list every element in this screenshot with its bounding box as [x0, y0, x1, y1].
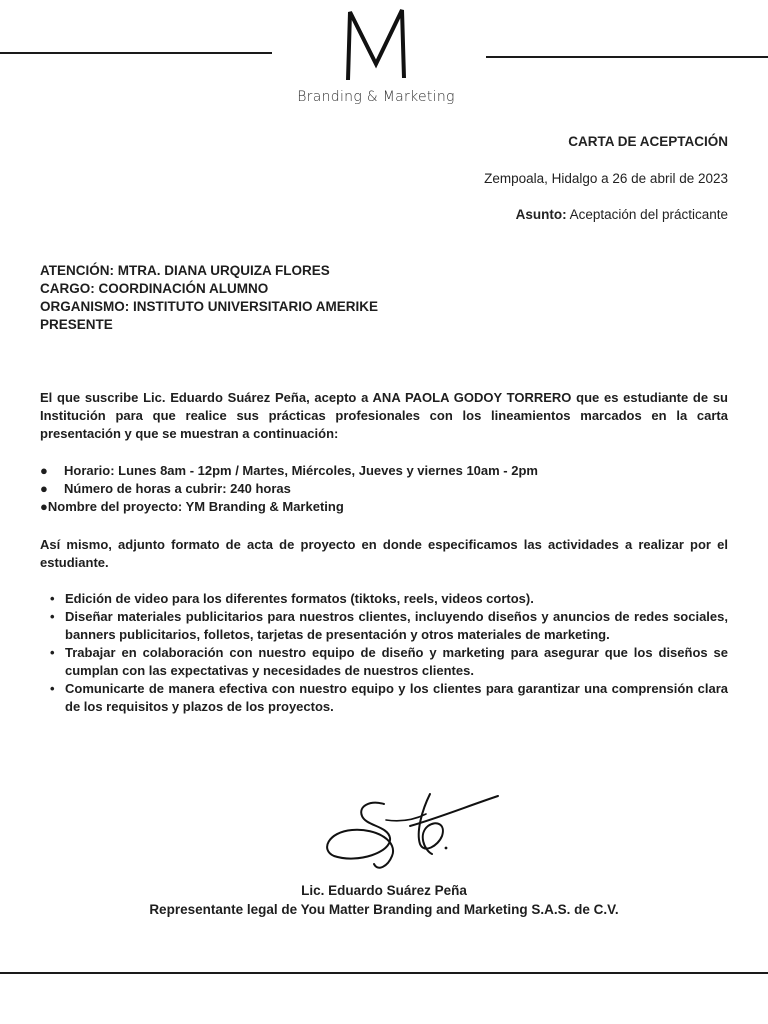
recipient-block: [40, 262, 378, 334]
bullet-icon: ●: [40, 499, 48, 514]
place-date: Zempoala, Hidalgo a 26 de abril de 2023: [484, 171, 728, 186]
activity-item: • Trabajar en colaboración con nuestro equipo de diseño y marketing para asegurar que los diseños se cumplan con las expectativas y necesidades de nuestros clientes.: [40, 644, 728, 680]
signatory-role: Representante legal de You Matter Branding and Marketing S.A.S. de C.V.: [149, 902, 619, 917]
activity-item: • Comunicarte de manera efectiva con nuestro equipo y los clientes para garantizar una comprensión clara de los requisitos y plazos de los proyectos.: [40, 680, 728, 716]
handwritten-signature: [318, 780, 508, 880]
detail-text: Número de horas a cubrir: 240 horas: [64, 481, 291, 496]
subject-label: Asunto:: [515, 207, 567, 222]
recipient-organization: ORGANISMO: INSTITUTO UNIVERSITARIO AMERIKE: [40, 299, 379, 314]
letter-title: CARTA DE ACEPTACIÓN: [568, 134, 728, 149]
recipient-closing: PRESENTE: [40, 317, 113, 332]
detail-item-project: [40, 498, 728, 516]
bullet-icon: ●: [40, 481, 48, 496]
logo-subtitle: Branding & Marketing: [297, 89, 455, 105]
activity-item: • Diseñar materiales publicitarios para nuestros clientes, incluyendo diseños y anuncios de redes sociales, banners publicitarios, folletos, tarjetas de presentación y otros materiales de marketing.: [40, 608, 728, 644]
signatory-name: Lic. Eduardo Suárez Peña: [301, 883, 467, 898]
activities-intro: Así mismo, adjunto formato de acta de proyecto en donde especificamos las actividades a realizar por el estudiante.: [40, 537, 728, 570]
recipient-position: CARGO: COORDINACIÓN ALUMNO: [40, 281, 269, 296]
activities-list: [40, 590, 728, 716]
activity-item: • Edición de video para los diferentes formatos (tiktoks, reels, videos cortos).: [40, 590, 728, 608]
subject-line: [516, 207, 728, 222]
detail-item-schedule: [40, 462, 728, 480]
ym-logo: [340, 6, 412, 82]
intro-paragraph: El que suscribe Lic. Eduardo Suárez Peña, acepto a ANA PAOLA GODOY TORRERO que es estudiante de su Institución para que realice sus prácticas profesionales con los lineamientos marcados en la carta presentación y que se muestran a continuación:: [40, 390, 728, 441]
details-list: [40, 462, 728, 516]
detail-item-hours: [40, 480, 728, 498]
detail-text: Nombre del proyecto: YM Branding & Marketing: [47, 499, 344, 514]
recipient-attention: ATENCIÓN: MTRA. DIANA URQUIZA FLORES: [40, 263, 330, 278]
bullet-icon: ●: [40, 463, 48, 478]
footer-rule: [0, 972, 768, 974]
header-rule-left: [0, 52, 272, 54]
header-rule-right: [486, 56, 768, 58]
detail-text: Horario: Lunes 8am - 12pm / Martes, Miércoles, Jueves y viernes 10am - 2pm: [64, 463, 538, 478]
subject-value: Aceptación del prácticante: [569, 207, 728, 222]
